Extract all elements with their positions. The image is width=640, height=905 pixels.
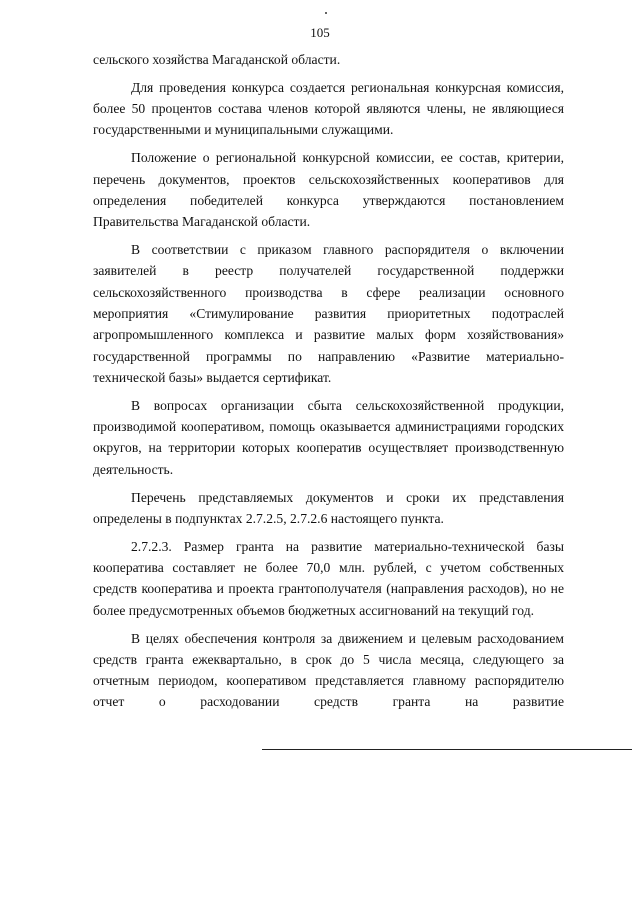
paragraph-sales: В вопросах организации сбыта сельскохозяйственной продукции, производимой кооперативом, помощь оказывается администрациями городских округов, на территории которых кооператив осуществляет производственную деятельность. (93, 397, 564, 477)
footer-rule (262, 749, 632, 750)
paragraph-continuation: сельского хозяйства Магаданской области. (93, 52, 341, 67)
page-number: 105 (310, 25, 330, 40)
scan-dot (325, 12, 327, 14)
paragraph-regulation: Положение о региональной конкурсной комиссии, ее состав, критерии, перечень документов, проектов сельскохозяйственных кооперативов для определения победителей конкурса утверждаются постановлением Правительства Магаданской области. (93, 150, 564, 230)
paragraph-grant-size: 2.7.2.3. Размер гранта на развитие материально-технической базы кооператива составляет не более 70,0 млн. рублей, с учетом собственных средств кооператива и проекта грантополучателя (направления расходов), но не более предусмотренных объемов бюджетных ассигнований на текущий год. (93, 538, 564, 618)
paragraph-commission: Для проведения конкурса создается региональная конкурсная комиссия, более 50 процентов состава членов которой являются члены, не являющиеся государственными и муниципальными служащими. (93, 79, 564, 138)
paragraph-certificate: В соответствии с приказом главного распорядителя о включении заявителей в реестр получателей государственной поддержки сельскохозяйственного производства в сфере реализации основного мероприятия «Стимулирование развития приоритетных подотраслей агропромышленного комплекса и развитие малых форм хозяйствования» государственной программы по направлению «Развитие материально-технической базы» выдается сертификат. (93, 242, 564, 385)
paragraph-control: В целях обеспечения контроля за движением и целевым расходованием средств гранта ежеквартально, в срок до 5 числа месяца, следующего за отчетным периодом, кооперативом представляется главному распорядителю отчет о расходовании средств гранта на развитие (93, 630, 564, 710)
paragraph-documents-list: Перечень представляемых документов и сроки их представления определены в подпунктах 2.7.2.5, 2.7.2.6 настоящего пункта. (93, 489, 564, 526)
body-text (93, 49, 564, 719)
